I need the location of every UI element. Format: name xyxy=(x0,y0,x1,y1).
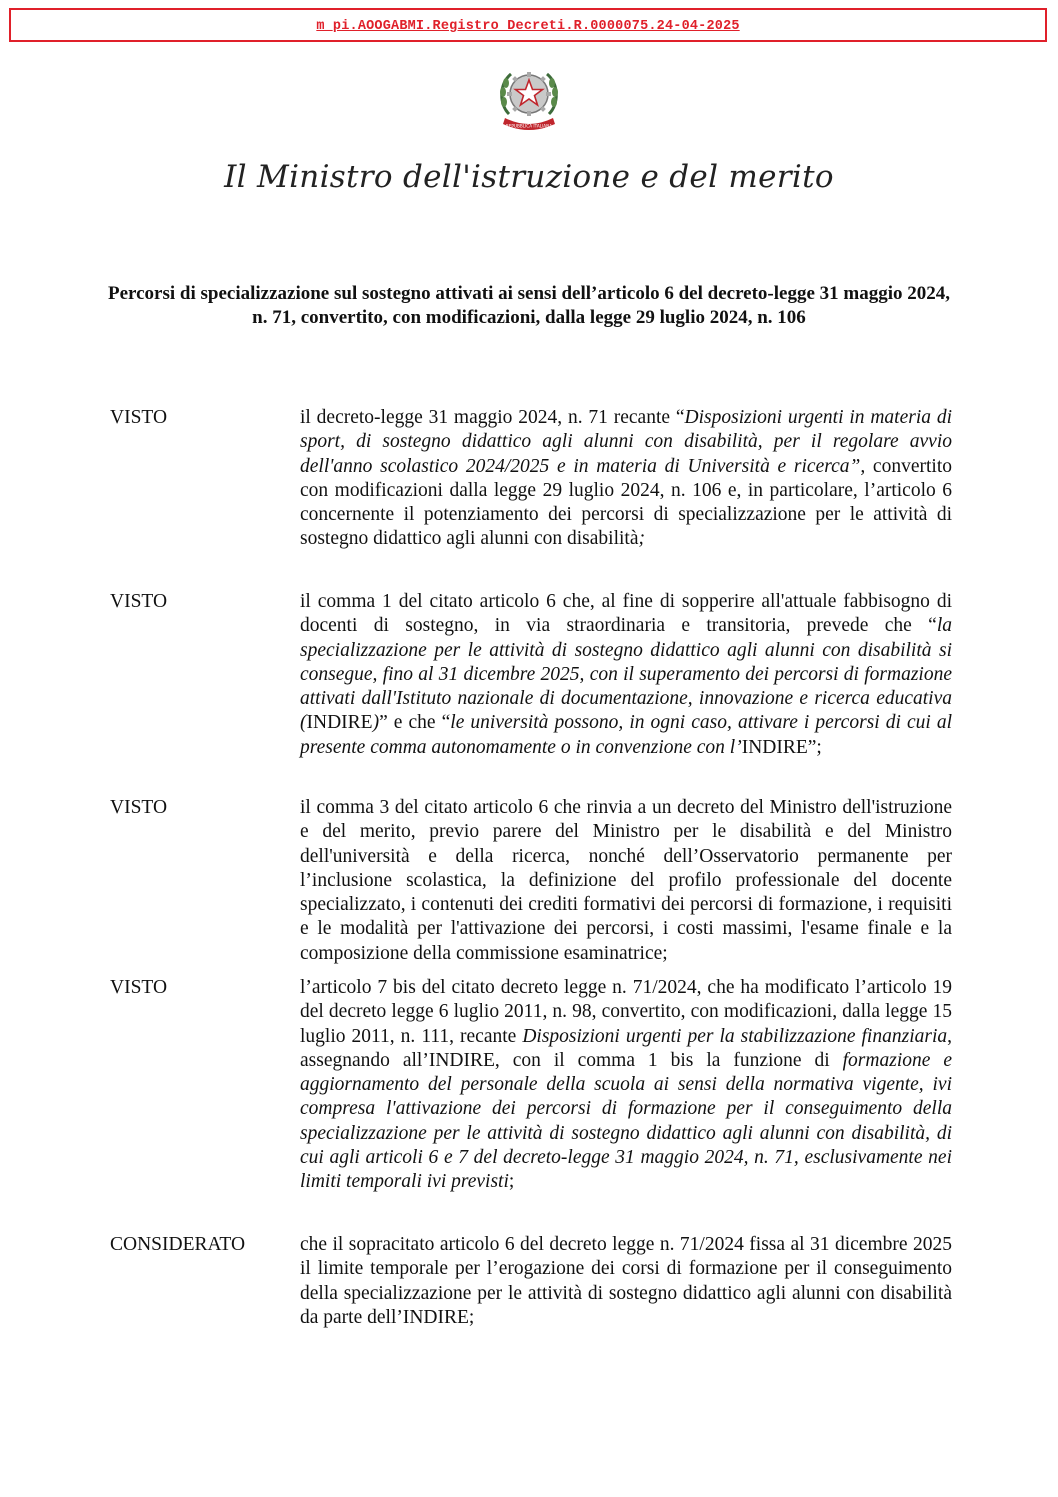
clause-text-part: , assegnando all’INDIRE, con il comma 1 bis la funzione di xyxy=(300,1025,952,1071)
clause-label: VISTO xyxy=(110,977,168,998)
clause-label: VISTO xyxy=(110,407,168,428)
clause-text-part: il decreto-legge 31 maggio 2024, n. 71 recante “ xyxy=(300,407,685,428)
clause-text-part: ” e che “ xyxy=(379,712,451,734)
clause-text-part: INDIRE xyxy=(741,736,808,758)
clause-text-part: il comma 1 del citato articolo 6 che, al fine di sopperire all'attuale fabbisogno di docenti di sostegno, in via straordinaria e transitoria, prevede che “ xyxy=(300,591,952,637)
clause-text-part: che il sopracitato articolo 6 del decreto legge n. 71/2024 fissa al 31 dicembre 2025 il limite temporale per l’erogazione dei corsi di formazione per il conseguimento della specializzazione per le attività di sostegno didattico agli alunni con disabilità da parte dell’INDIRE; xyxy=(300,1234,952,1328)
protocol-number: m_pi.AOOGABMI.Registro Decreti.R.0000075.24-04-2025 xyxy=(316,19,740,34)
italian-republic-emblem xyxy=(495,62,563,134)
clause-text xyxy=(300,1233,952,1330)
protocol-stamp xyxy=(9,8,1047,42)
clause-text-part: Disposizioni urgenti in materia di sport, di sostegno didattico agli alunni con disabilità, per il regolare avvio dell'anno scolastico 2024/2025 e in materia di Università e ricerca”, xyxy=(300,407,952,477)
clause-text-part: Disposizioni urgenti per la stabilizzazione finanziaria xyxy=(522,1025,948,1047)
clause-text-part: ; xyxy=(638,528,645,550)
clause-label: VISTO xyxy=(110,591,168,612)
emblem-ribbon-text: REPUBBLICA ITALIANA xyxy=(505,123,553,129)
clause-text-part: ”; xyxy=(807,736,822,758)
clause-text-part: il comma 3 del citato articolo 6 che rinvia a un decreto del Ministro dell'istruzione e del merito, previo parere del Ministro per le disabilità e del Ministro dell'università e della ricerca, nonché dell’Osservatorio permanente per l’inclusione scolastica, la definizione del profilo professionale del docente specializzato, i contenuti dei crediti formativi dei percorsi di formazione, i requisiti e le modalità per l'attivazione dei percorsi, i costi massimi, l'esame finale e la composizione della commissione esaminatrice; xyxy=(300,797,952,964)
ministry-title: Il Ministro dell'istruzione e del merito xyxy=(224,159,834,195)
clause-text-part: ) xyxy=(372,712,380,734)
clause-text-part: la specializzazione per le attività di sostegno didattico agli alunni con disabilità si consegue, fino al 31 dicembre 2025, con il superamento dei percorsi di formazione attivati dall'Istituto nazionale di documentazione, innovazione e ricerca educativa ( xyxy=(300,615,952,734)
clause-text xyxy=(300,976,952,1195)
clause-label: VISTO xyxy=(110,797,168,818)
clause-text-part: convertito con modificazioni dalla legge 29 luglio 2024, n. 106 e, in particolare, l’articolo 6 concernente il potenziamento dei percorsi di specializzazione per le attività di sostegno didattico agli alunni con disabilità xyxy=(300,455,952,550)
clause-text xyxy=(300,406,952,552)
clause-text-part: ; xyxy=(508,1171,515,1193)
document-title: Percorsi di specializzazione sul sostegno attivati ai sensi dell’articolo 6 del decreto-legge 31 maggio 2024, n. 71, convertito, con modificazioni, dalla legge 29 luglio 2024, n. 106 xyxy=(107,283,951,328)
clause-text-part: l’articolo 7 bis del citato decreto legge n. 71/2024, che ha modificato l’articolo 19 del decreto legge 6 luglio 2011, n. 98, convertito, con modificazioni, dalla legge 15 luglio 2011, n. 111, recante xyxy=(300,977,952,1047)
clause-text-part: INDIRE xyxy=(306,712,373,734)
clause-text xyxy=(300,590,952,760)
clause-label: CONSIDERATO xyxy=(110,1234,246,1255)
clause-text-part: formazione e aggiornamento del personale della scuola ai sensi della normativa vigente, ivi compresa l'attivazione dei percorsi di formazione per il conseguimento della specializzazione per le attività di sostegno didattico agli alunni con disabilità, di cui agli articoli 6 e 7 del decreto-legge 31 maggio 2024, n. 71, esclusivamente nei limiti temporali ivi previsti xyxy=(300,1049,952,1193)
clause-text xyxy=(300,796,952,966)
clause-text-part: le università possono, in ogni caso, attivare i percorsi di cui al presente comma autonomamente o in convenzione con l’ xyxy=(300,712,953,758)
